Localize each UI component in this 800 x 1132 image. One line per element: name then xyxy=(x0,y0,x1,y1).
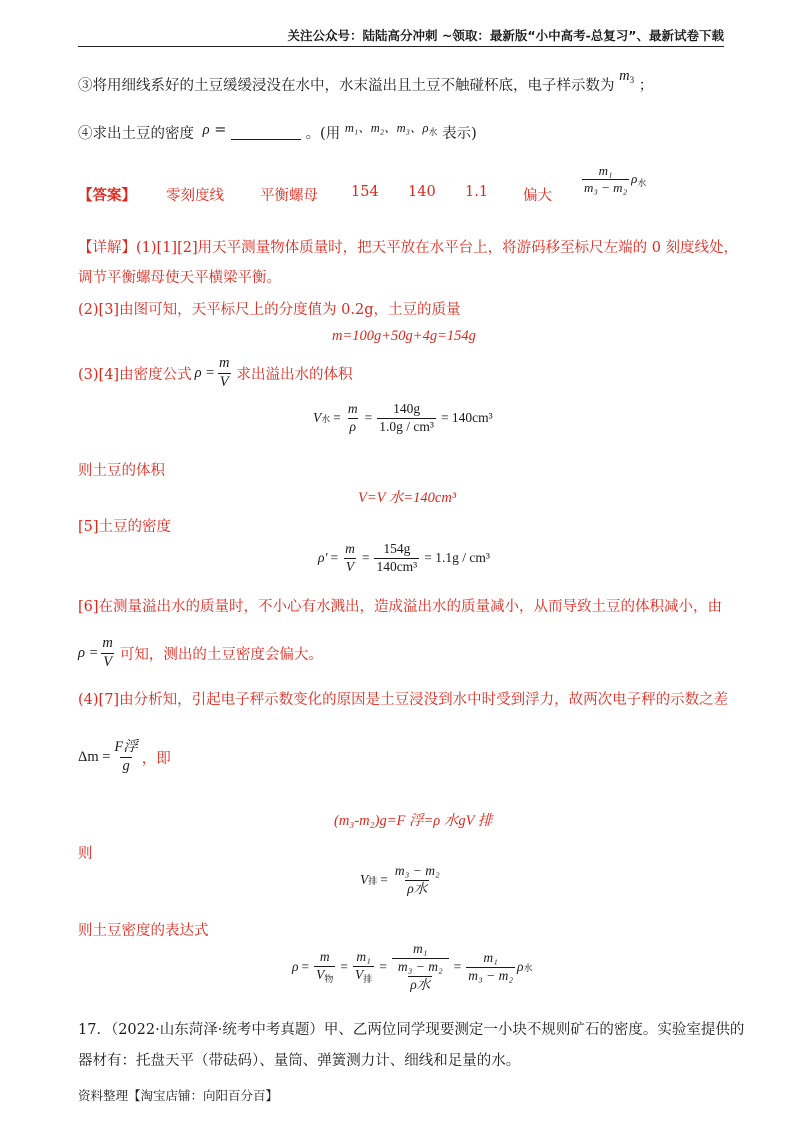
step3-var-sub: 3 xyxy=(629,75,635,85)
detail-p1 xyxy=(78,236,738,257)
step3-end: ； xyxy=(638,78,654,94)
f4-frac-d xyxy=(466,951,515,984)
formula-volume-displaced: V 排 = $\frac{\text{m₃ − m₂}}{\text{ρ水}}$ xyxy=(360,863,440,896)
header-divider xyxy=(78,46,724,47)
f4-m: m xyxy=(319,948,330,964)
f4-Vp: V xyxy=(355,966,364,982)
question-17-line2 xyxy=(78,1049,520,1070)
detail-p10-text: 则土豆密度的表达式 xyxy=(78,923,209,939)
step3-line xyxy=(78,68,654,95)
f2-m: m xyxy=(345,541,355,556)
f1-frac-a xyxy=(346,402,360,435)
f1-frac-b xyxy=(377,402,436,435)
detail-p3-text: (3)[4]由密度公式 xyxy=(78,366,192,383)
p7-num: F浮 xyxy=(114,739,138,755)
p7-end: ，即 xyxy=(141,750,171,767)
f4-Vs: V xyxy=(316,966,325,982)
detail-p4 xyxy=(78,459,165,480)
step4-line xyxy=(78,122,477,144)
detail-p7-eq xyxy=(78,740,171,775)
detail-p1-text: 【详解】(1)[1][2]用天平测量物体质量时，把天平放在水平台上，将游码移至标尺左端的 0 刻度线处， xyxy=(78,240,739,256)
step4-after: 。(用 xyxy=(305,126,341,142)
f4-res-rho: ρ xyxy=(517,959,524,975)
formula-volume-water: V 水 = $\frac{m}{\rho}$ = $\frac{140g}{\text{1.0g / cm³}}$ = 140cm³ xyxy=(313,401,493,434)
f4-inner-num: m₃ − m₂ xyxy=(397,958,443,974)
detail-p9-text: 则 xyxy=(78,846,93,862)
f1-den: 1.0g / cm³ xyxy=(379,418,434,434)
answer-item-5: 1.1 xyxy=(465,184,489,200)
detail-p10 xyxy=(78,919,209,940)
detail-p2-text: (2)[3]由图可知，天平标尺上的分度值为 0.2g，土豆的质量 xyxy=(78,302,461,318)
step3-var xyxy=(619,68,634,84)
detail-p1b xyxy=(78,266,281,287)
f3-lhs: V xyxy=(360,872,369,888)
f4-frac-a xyxy=(314,950,335,985)
f4-den-a xyxy=(314,966,335,985)
step4-eq: = xyxy=(214,122,227,138)
detail-p8-eq xyxy=(334,809,492,830)
q17-text2: 器材有：托盘天平（带砝码）、量筒、弹簧测力计、细线和足量的水。 xyxy=(78,1053,521,1069)
f4-frac-c xyxy=(392,942,449,993)
f4-inner-den: ρ水 xyxy=(410,976,431,992)
answer-frac-num: m₁ xyxy=(598,163,613,178)
answer-label: 【答案】 xyxy=(78,187,136,204)
detail-p6b xyxy=(78,636,323,671)
f4-res-den: m₃ − m₂ xyxy=(468,967,514,983)
f2-lhs: ρ′ xyxy=(318,550,328,566)
f1-res: = 140cm³ xyxy=(440,410,493,426)
detail-p2 xyxy=(78,298,461,319)
step3-text: ③将用细线系好的土豆缓缓浸没在水中，水末溢出且土豆不触碰杯底，电子样示数为 xyxy=(78,78,615,94)
f4-Vs-sub: 物 xyxy=(324,973,334,984)
page-header: 关注公众号：陆陆高分冲刺 ~领取：最新版“小中高考-总复习”、最新试卷下载 xyxy=(287,28,724,43)
detail-p4-eq-text: V=V 水=140cm³ xyxy=(358,490,457,506)
f2-frac-a xyxy=(343,542,357,575)
f1-lhs-sub: 水 xyxy=(321,413,331,424)
answer-item-2: 平衡螺母 xyxy=(260,188,318,204)
f4-res-rho-sub: 水 xyxy=(523,962,533,973)
f1-rho: ρ xyxy=(349,418,356,434)
answer-rho: ρ xyxy=(631,170,638,186)
page-footer: 资料整理【淘宝店铺：向阳百分百】 xyxy=(78,1088,279,1103)
detail-p4-eq xyxy=(358,486,456,507)
detail-p2-eq-text: m=100g+50g+4g=154g xyxy=(332,328,476,344)
detail-p5 xyxy=(78,515,171,536)
f1-num: 140g xyxy=(393,401,421,416)
detail-p6-text: [6]在测量溢出水的质量时，不小心有水溅出，造成溢出水的质量减小，从而导致土豆的体积减小，由 xyxy=(78,599,723,615)
density-formula-inline-2: ρ = $\frac{m}{V}$ xyxy=(78,635,113,670)
f4-res-num: m₁ xyxy=(483,949,498,965)
formula-density-expression: ρ = $\frac{m}{V_物}$ = $\frac{\text{m₁}}{V_排}$ = $\frac{\text{m₁}}{\frac{\text{m₃ − m₂}}{\text{ρ水}}}$ = $\frac{\text{m₁}}{\text{m₃ − m₂}}$ ρ 水 xyxy=(292,941,533,992)
f4-Vp-sub: 排 xyxy=(363,973,373,984)
detail-p1b-text: 调节平衡螺母使天平横梁平衡。 xyxy=(78,270,281,286)
answer-item-1: 零刻度线 xyxy=(166,188,224,204)
detail-p6 xyxy=(78,595,722,616)
detail-p3b-text: 求出溢出水的体积 xyxy=(236,366,353,383)
detail-p4-text: 则土豆的体积 xyxy=(78,463,165,479)
f1-m: m xyxy=(347,401,358,416)
p7-frac xyxy=(112,740,139,775)
detail-p5-text: [5]土豆的密度 xyxy=(78,519,172,535)
formula-density-potato: ρ′ = $\frac{m}{V}$ = $\frac{154g}{\text{140cm³}}$ = 1.1g / cm³ xyxy=(318,541,490,574)
f2-frac-b xyxy=(374,542,419,575)
detail-p6b-text: 可知，测出的土豆密度会偏大。 xyxy=(119,646,323,663)
answer-formula xyxy=(580,164,646,196)
q17-text: 17．（2022·山东菏泽·统考中考真题）甲、乙两位同学现要测定一小块不规则矿石的密度。实验室提供的 xyxy=(78,1022,745,1038)
f2-res: = 1.1g / cm³ xyxy=(424,550,490,566)
f2-num: 154g xyxy=(383,541,411,556)
answer-fraction xyxy=(582,164,629,196)
p7-den: g xyxy=(122,757,130,774)
answer-line xyxy=(78,163,738,224)
f4-m1: m₁ xyxy=(356,948,371,964)
f1-lhs: V xyxy=(313,410,322,426)
f2-den: 140cm³ xyxy=(376,558,418,574)
density-formula-inline: ρ = $\frac{m}{V}$ xyxy=(194,355,230,390)
answer-blank[interactable] xyxy=(231,125,301,140)
f4-rho: ρ xyxy=(292,959,299,975)
detail-p2-eq xyxy=(332,328,476,345)
step4-vars-text: m₁、m₂、m₃、ρ xyxy=(344,121,429,135)
detail-p8-eq-text: (m₃-m₂)g=F 浮=ρ 水gV 排 xyxy=(334,813,493,829)
f3-num: m₃ − m₂ xyxy=(394,863,440,878)
f3-den: ρ水 xyxy=(407,880,428,896)
step4-vars xyxy=(345,121,438,135)
f4-frac-b xyxy=(353,950,374,985)
detail-p3 xyxy=(78,356,352,391)
answer-item-3: 154 xyxy=(351,184,379,200)
step4-vars-sub: 水 xyxy=(428,127,438,137)
detail-p7-text: (4)[7]由分析知，引起电子秤示数变化的原因是土豆浸没到水中时受到浮力，故两次电子秤的示数之差 xyxy=(78,692,729,708)
step4-rho: ρ xyxy=(202,122,210,138)
step3-var-m: m xyxy=(619,68,630,84)
f4-den-c xyxy=(392,958,449,993)
detail-p7 xyxy=(78,688,728,709)
detail-p9 xyxy=(78,842,93,863)
question-17 xyxy=(78,1018,744,1039)
step4-text: ④求出土豆的密度 xyxy=(78,126,194,142)
f2-V: V xyxy=(345,558,355,574)
answer-item-4: 140 xyxy=(408,184,436,200)
answer-rho-sub: 水 xyxy=(637,177,647,188)
f3-frac xyxy=(393,864,442,897)
answer-item-6: 偏大 xyxy=(523,188,552,204)
step4-end: 表示) xyxy=(442,126,477,142)
f4-den-b xyxy=(353,966,374,985)
answer-frac-den: m₃ − m₂ xyxy=(584,180,628,196)
p7-lhs: Δm = xyxy=(78,748,111,765)
f4-m1-c: m₁ xyxy=(413,941,428,956)
f3-lhs-sub: 排 xyxy=(368,875,378,886)
